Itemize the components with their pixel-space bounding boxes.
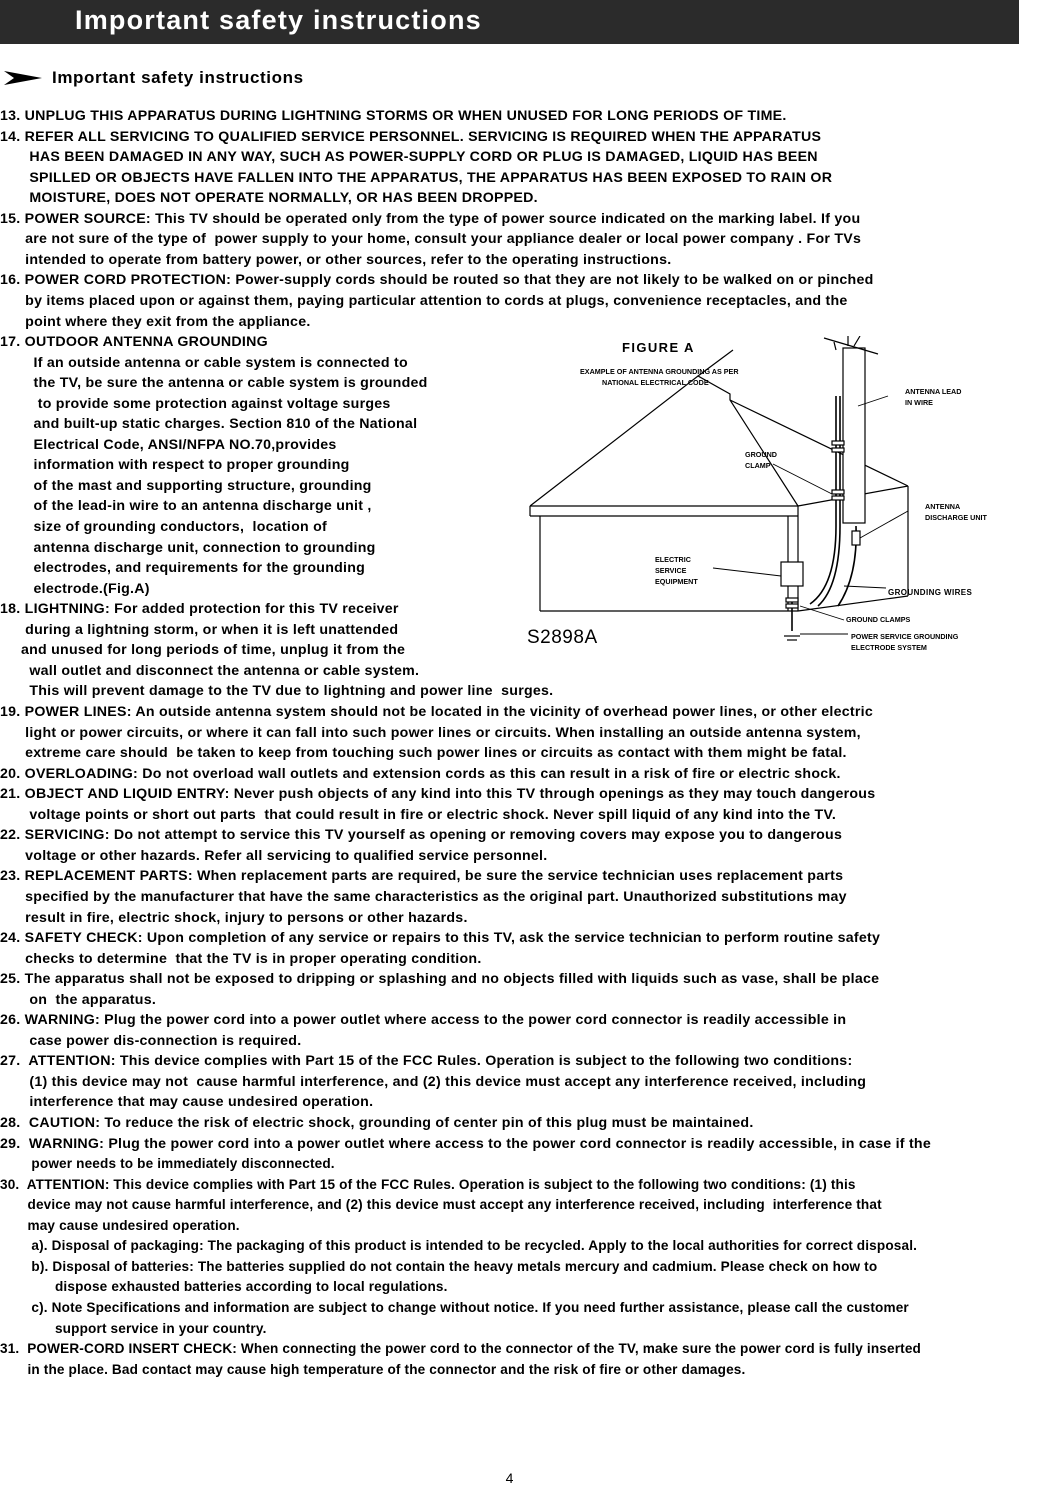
instruction-line: result in fire, electric shock, injury to persons or other hazards.	[0, 909, 468, 926]
instruction-line: to provide some protection against voltage surges	[0, 395, 391, 412]
instruction-line: 21. OBJECT AND LIQUID ENTRY: Never push objects of any kind into this TV through openings as they may touch dangerous	[0, 786, 876, 803]
instruction-line: 29. WARNING: Plug the power cord into a power outlet where access to the power cord connector is readily accessible, in case if the	[0, 1135, 931, 1152]
instruction-line: and built-up static charges. Section 810 of the National	[0, 416, 418, 433]
instruction-line: specified by the manufacturer that have the same characteristics as the original part. Unauthorized substitutions may	[0, 888, 847, 905]
instruction-line: power needs to be immediately disconnected.	[0, 1156, 335, 1171]
instruction-line: This will prevent damage to the TV due to lightning and power line surges.	[0, 683, 554, 700]
label-lead-in-1: ANTENNA LEAD	[905, 387, 962, 396]
instruction-line: light or power circuits, or where it can fall into such power lines or circuits. When installing an outside antenna system,	[0, 724, 861, 741]
instruction-line: voltage points or short out parts that could result in fire or electric shock. Never spill liquid of any kind into the TV.	[0, 806, 837, 823]
page-number: 4	[505, 1470, 514, 1486]
arrow-icon	[4, 71, 42, 85]
instruction-line: b). Disposal of batteries: The batteries supplied do not contain the heavy metals mercury and cadmium. Please check on how to	[0, 1258, 878, 1274]
header-bar	[0, 0, 1019, 44]
instruction-line: voltage or other hazards. Refer all servicing to qualified service personnel.	[0, 847, 548, 864]
label-ground-clamp-1: GROUND	[745, 450, 777, 459]
instruction-line: 19. POWER LINES: An outside antenna system should not be located in the vicinity of overhead power lines, or other electric	[0, 704, 873, 720]
instruction-line: 22. SERVICING: Do not attempt to service this TV yourself as opening or removing covers may expose you to dangerous	[0, 827, 843, 844]
label-electric-3: EQUIPMENT	[655, 577, 698, 586]
instruction-line: on the apparatus.	[0, 991, 157, 1008]
figure-title: FIGURE A	[622, 340, 695, 355]
instruction-line: information with respect to proper grounding	[0, 457, 350, 474]
instruction-line: may cause undesired operation.	[0, 1217, 240, 1233]
antenna-mast	[824, 336, 878, 523]
section-heading-text: Important safety instructions	[52, 68, 304, 87]
instruction-line: 28. CAUTION: To reduce the risk of electric shock, grounding of center pin of this plug must be maintained.	[0, 1115, 754, 1131]
instruction-line: 16. POWER CORD PROTECTION: Power-supply cords should be routed so that they are not likely to be walked on or pinched	[0, 272, 874, 289]
label-discharge-2: DISCHARGE UNIT	[925, 513, 987, 522]
label-power-service-2: ELECTRODE SYSTEM	[851, 643, 927, 652]
instruction-line: of the mast and supporting structure, grounding	[0, 477, 372, 494]
instruction-line: 31. POWER-CORD INSERT CHECK: When connecting the power cord to the connector of the TV, make sure the power cord is fully inserted	[0, 1341, 921, 1356]
instruction-line: 15. POWER SOURCE: This TV should be operated only from the type of power source indicated on the marking label. If you	[0, 210, 861, 227]
instruction-line: are not sure of the type of power supply to your home, consult your appliance dealer or local power company . For TVs	[0, 231, 862, 248]
instruction-line: device may not cause harmful interference, and (2) this device must accept any interference received, including interference that	[0, 1197, 882, 1213]
instruction-line: and unused for long periods of time, unplug it from the	[0, 642, 406, 659]
instruction-line: by items placed upon or against them, paying particular attention to cords at plugs, convenience receptacles, and the	[0, 293, 848, 309]
instruction-line: 25. The apparatus shall not be exposed to dripping or splashing and no objects filled with liquids such as vase, shall be place	[0, 971, 880, 988]
figure-caption-1: EXAMPLE OF ANTENNA GROUNDING AS PER	[580, 367, 739, 376]
instruction-line: point where they exit from the appliance.	[0, 313, 311, 330]
instruction-line: (1) this device may not cause harmful interference, and (2) this device must accept any interference received, including	[0, 1073, 867, 1090]
figure-caption-2: NATIONAL ELECTRICAL CODE	[602, 378, 709, 387]
instruction-line: 17. OUTDOOR ANTENNA GROUNDING	[0, 334, 268, 351]
instruction-line: support service in your country.	[0, 1320, 267, 1336]
instruction-line: in the place. Bad contact may cause high temperature of the connector and the risk of fire or other damages.	[0, 1361, 746, 1377]
instruction-line: electrodes, and requirements for the grounding	[0, 560, 366, 577]
instruction-line: MOISTURE, DOES NOT OPERATE NORMALLY, OR HAS BEEN DROPPED.	[0, 190, 538, 207]
instruction-line: extreme care should be taken to keep from touching such power lines or circuits as contact with them might be fatal.	[0, 745, 847, 762]
antenna-grounding-diagram	[518, 336, 1018, 666]
label-lead-in-2: IN WIRE	[905, 398, 933, 407]
instruction-line: 30. ATTENTION: This device complies with Part 15 of the FCC Rules. Operation is subject to the following two conditions: (1) this	[0, 1176, 856, 1192]
instruction-line: of the lead-in wire to an antenna discharge unit ,	[0, 498, 372, 515]
instruction-line: 26. WARNING: Plug the power cord into a power outlet where access to the power cord connector is readily accessible in	[0, 1012, 847, 1029]
model-number: S2898A	[527, 627, 598, 648]
page-title: Important safety instructions	[75, 5, 482, 35]
instruction-line: during a lightning storm, or when it is left unattended	[0, 621, 399, 638]
label-ground-clamps: GROUND CLAMPS	[846, 615, 911, 624]
instruction-line: 20. OVERLOADING: Do not overload wall outlets and extension cords as this can result in a risk of fire or electric shock.	[0, 765, 841, 782]
label-ground-clamp-2: CLAMP	[745, 461, 771, 470]
label-grounding-wires: GROUNDING WIRES	[888, 588, 973, 597]
figure-a	[518, 336, 1018, 666]
label-electric-1: ELECTRIC	[655, 555, 691, 564]
instruction-line: checks to determine that the TV is in proper operating condition.	[0, 950, 482, 967]
label-power-service-1: POWER SERVICE GROUNDING	[851, 632, 959, 641]
instruction-line: If an outside antenna or cable system is connected to	[0, 354, 408, 371]
instruction-line: the TV, be sure the antenna or cable system is grounded	[0, 375, 428, 392]
instruction-line: antenna discharge unit, connection to grounding	[0, 539, 376, 556]
instruction-line: c). Note Specifications and information are subject to change without notice. If you need further assistance, please call the customer	[0, 1299, 909, 1315]
instruction-line: SPILLED OR OBJECTS HAVE FALLEN INTO THE APPARATUS, THE APPARATUS HAS BEEN EXPOSED TO RAIN OR	[0, 169, 833, 186]
instruction-line: interference that may cause undesired operation.	[0, 1094, 374, 1111]
instruction-line: 23. REPLACEMENT PARTS: When replacement parts are required, be sure the service technician uses replacement parts	[0, 868, 844, 885]
instruction-line: 13. UNPLUG THIS APPARATUS DURING LIGHTNING STORMS OR WHEN UNUSED FOR LONG PERIODS OF TIME.	[0, 108, 787, 124]
instruction-line: size of grounding conductors, location of	[0, 519, 327, 535]
instruction-line: electrode.(Fig.A)	[0, 580, 150, 597]
instruction-line: case power dis-connection is required.	[0, 1032, 302, 1049]
instruction-line: 14. REFER ALL SERVICING TO QUALIFIED SERVICE PERSONNEL. SERVICING IS REQUIRED WHEN THE APPARATUS	[0, 128, 822, 145]
instruction-line: Electrical Code, ANSI/NFPA NO.70,provides	[0, 436, 337, 453]
instruction-line: 18. LIGHTNING: For added protection for this TV receiver	[0, 601, 399, 618]
instruction-line: HAS BEEN DAMAGED IN ANY WAY, SUCH AS POWER-SUPPLY CORD OR PLUG IS DAMAGED, LIQUID HAS BEEN	[0, 149, 818, 166]
instruction-line: intended to operate from battery power, or other sources, refer to the operating instructions.	[0, 251, 672, 268]
instruction-line: a). Disposal of packaging: The packaging of this product is intended to be recycled. Apply to the local authorities for correct disposal.	[0, 1238, 918, 1254]
label-electric-2: SERVICE	[655, 566, 687, 575]
label-discharge-1: ANTENNA	[925, 502, 961, 511]
instruction-line: wall outlet and disconnect the antenna or cable system.	[0, 662, 420, 679]
instruction-line: 27. ATTENTION: This device complies with Part 15 of the FCC Rules. Operation is subject to the following two conditions:	[0, 1053, 853, 1070]
instruction-line: 24. SAFETY CHECK: Upon completion of any service or repairs to this TV, ask the service technician to perform routine safety	[0, 930, 881, 946]
callout-lines	[713, 396, 911, 634]
instruction-line: dispose exhausted batteries according to local regulations.	[0, 1279, 448, 1295]
section-heading	[4, 66, 304, 90]
